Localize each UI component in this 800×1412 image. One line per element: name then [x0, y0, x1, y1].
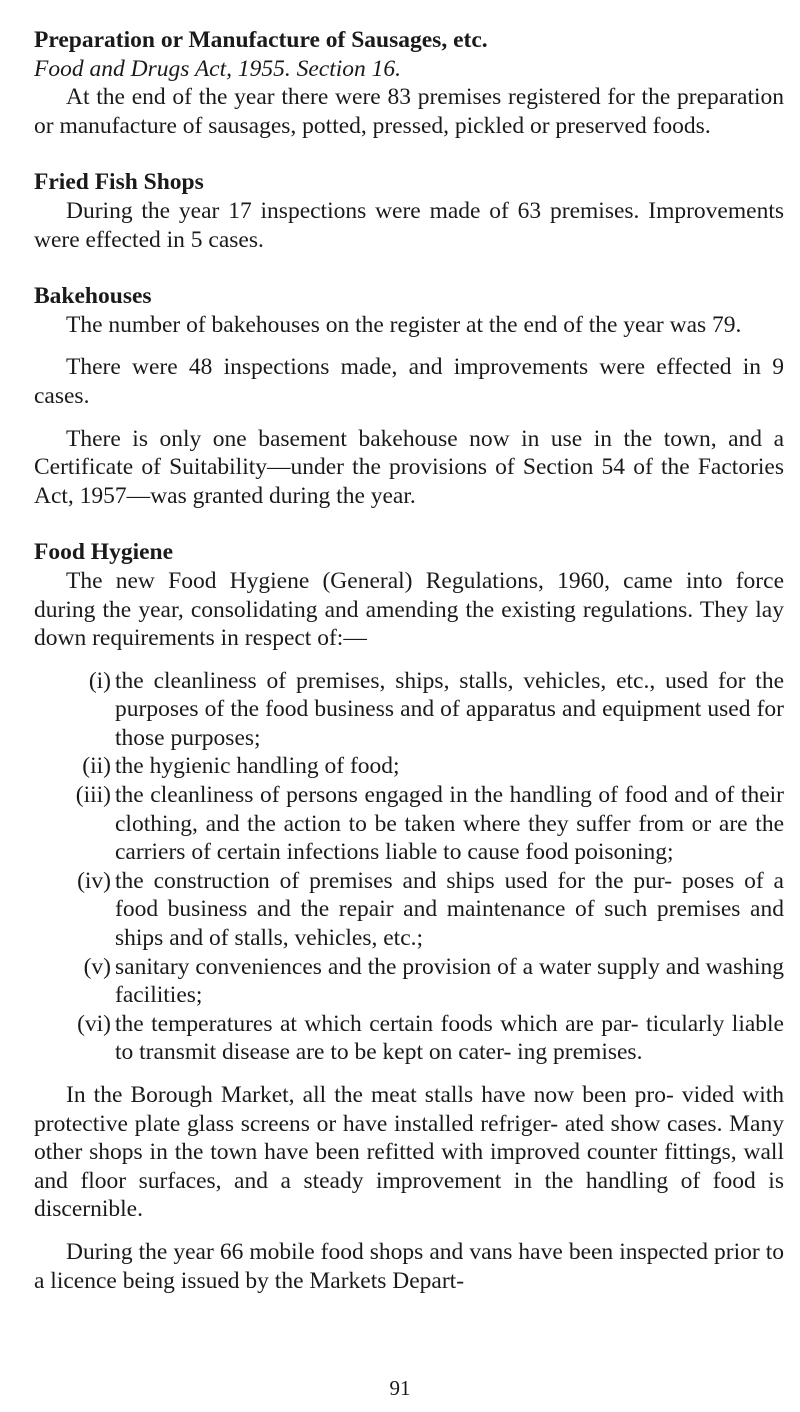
paragraph: There were 48 inspections made, and improvements were effected in 9 cases. [34, 354, 784, 409]
list-item-text: the construction of premises and ships used for the pur- poses of a food business and the repair and maintenance of such premises and ships and of stalls, vehicles, etc.; [115, 867, 784, 952]
section-heading: Food Hygiene [34, 539, 174, 566]
list-item-text: the cleanliness of persons engaged in the handling of food and of their clothing, and the action to be taken where they suffer from or are the carriers of certain infections liable to cause food poisoning; [115, 782, 784, 866]
section-bakehouses [34, 282, 784, 510]
list-item [34, 781, 784, 867]
section-sausages [34, 26, 784, 140]
list-marker: (vi) [77, 1010, 111, 1037]
section-fried-fish [34, 168, 784, 254]
section-subheading: Food and Drugs Act, 1955. Section 16. [34, 55, 402, 82]
list-item [34, 752, 784, 781]
paragraph: The number of bakehouses on the register at the end of the year was 79. [66, 311, 742, 338]
list-marker: (i) [88, 667, 111, 694]
list-marker: (iv) [77, 867, 111, 894]
list-item [34, 953, 784, 1010]
paragraph: There is only one basement bakehouse now in use in the town, and a Certificate of Suitability—under the provisions of Section 54 of the Factories Act, 1957—was granted during the year. [34, 425, 784, 509]
paragraph: The new Food Hygiene (General) Regulations, 1960, came into force during the year, consolidating and amending the existing regulations. They lay down requirements in respect of:— [34, 567, 784, 652]
section-heading: Fried Fish Shops [34, 169, 204, 196]
list-item-text: the temperatures at which certain foods which are par- ticularly liable to transmit disease are to be kept on cater- ing premises. [115, 1010, 784, 1066]
document-page [34, 26, 784, 1295]
paragraph: During the year 17 inspections were made of 63 premises. Improvements were effected in 5 cases. [34, 197, 784, 253]
list-item [34, 867, 784, 953]
list-item-text: sanitary conveniences and the provision of a water supply and washing facilities; [115, 953, 784, 1009]
list-item [34, 667, 784, 753]
page-number: 91 [389, 1376, 411, 1400]
section-food-hygiene [34, 538, 784, 1295]
list-marker: (ii) [82, 753, 111, 780]
paragraph: In the Borough Market, all the meat stalls have now been pro- vided with protective plate glass screens or have installed refriger- ated show cases. Many other shops in the town have been refitted with improved counter fittings, wall and floor surfaces, and a steady improvement in the handling of food is discernible. [34, 1082, 784, 1223]
section-heading: Bakehouses [34, 283, 152, 310]
list-item-text: the cleanliness of premises, ships, stalls, vehicles, etc., used for the purposes of the food business and of apparatus and equipment used for those purposes; [115, 667, 784, 751]
paragraph: During the year 66 mobile food shops and vans have been inspected prior to a licence being issued by the Markets Depart- [34, 1238, 784, 1294]
list-marker: (iii) [75, 782, 111, 809]
paragraph: At the end of the year there were 83 premises registered for the preparation or manufacture of sausages, potted, pressed, pickled or preserved foods. [34, 84, 784, 139]
requirements-list [34, 667, 784, 1067]
list-item-text: the hygienic handling of food; [115, 753, 400, 780]
list-item [34, 1010, 784, 1067]
section-heading: Preparation or Manufacture of Sausages, etc. [34, 27, 488, 53]
list-marker: (v) [83, 953, 111, 980]
